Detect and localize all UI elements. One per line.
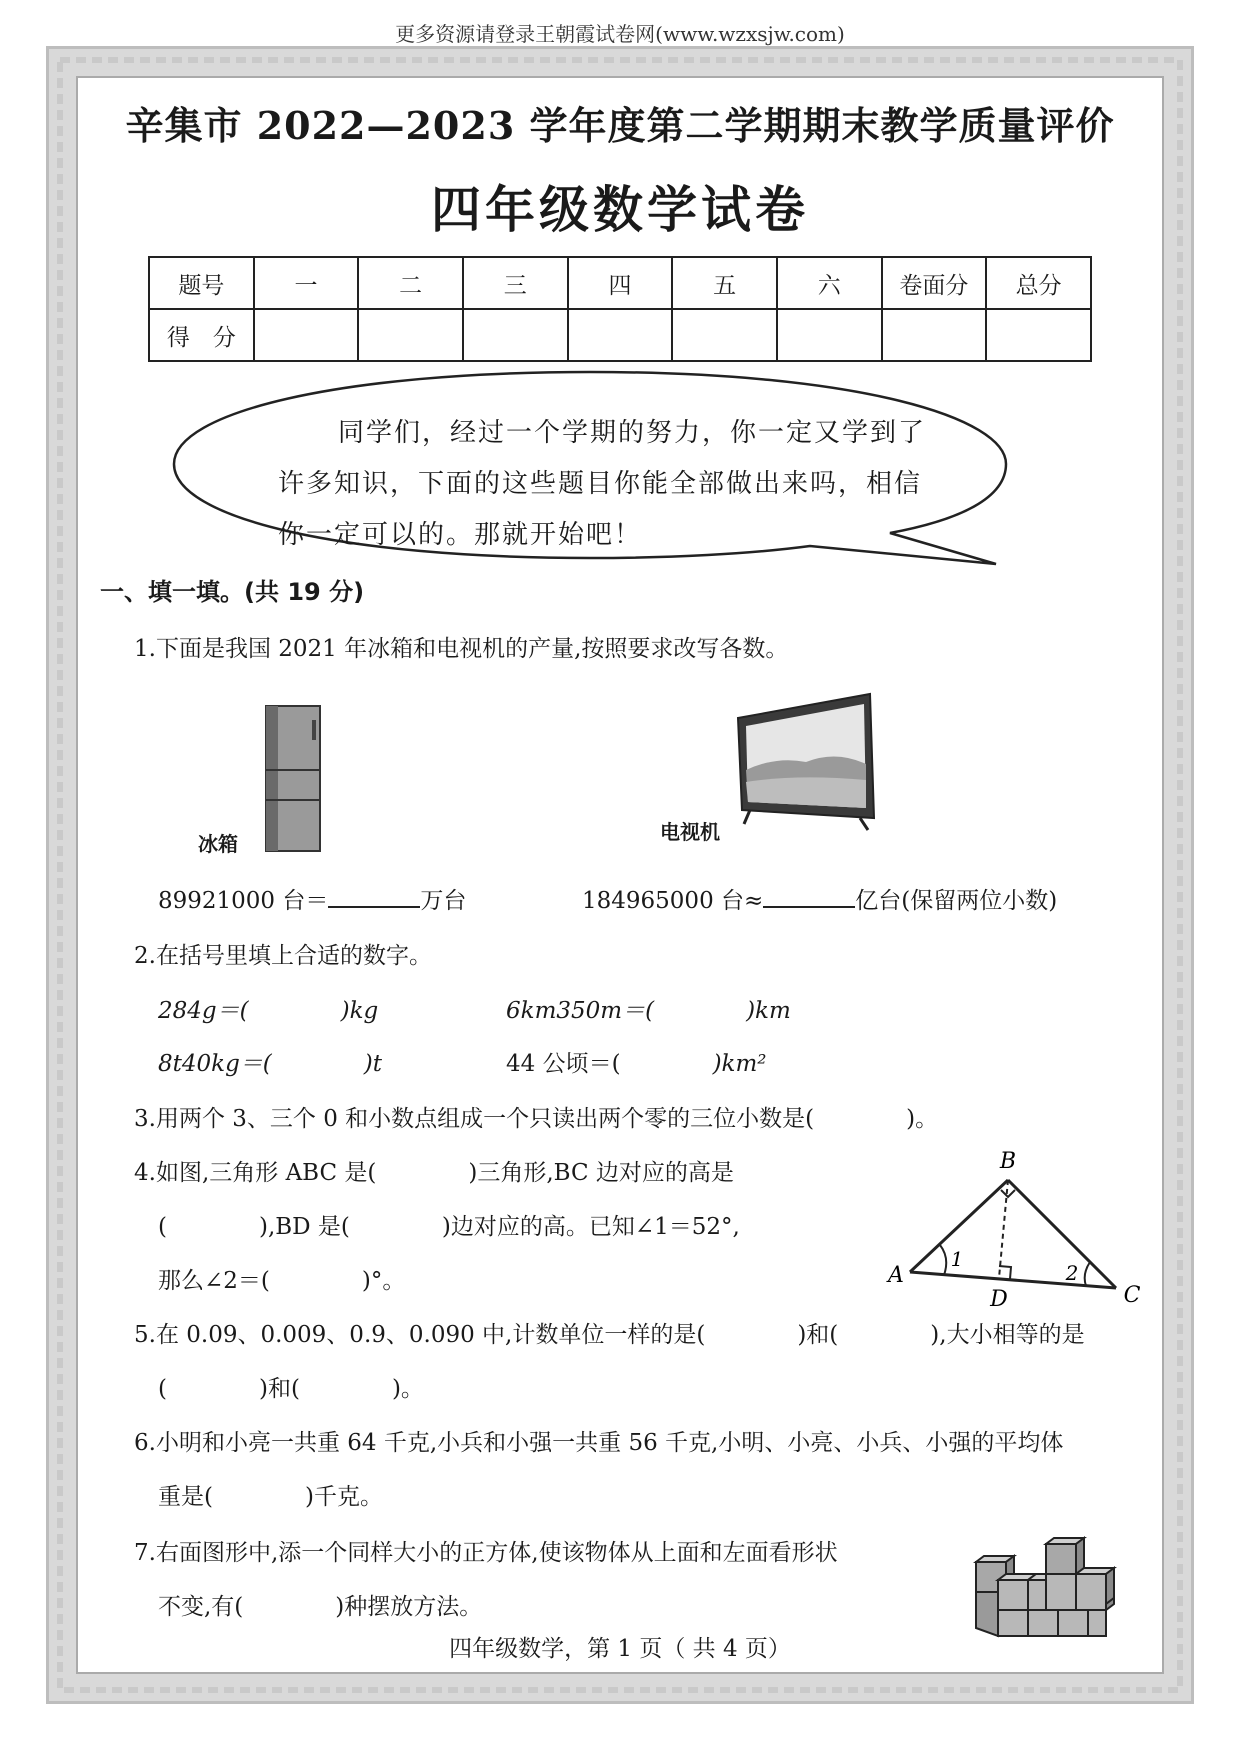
question-2b — [506, 992, 791, 1025]
question-2c — [158, 1045, 382, 1078]
text: )kg — [340, 998, 379, 1024]
score-cell[interactable] — [358, 309, 463, 361]
tv-label: 电视机 — [660, 820, 720, 844]
score-cell[interactable] — [568, 309, 673, 361]
text: )km — [746, 998, 791, 1024]
score-cell[interactable] — [254, 309, 359, 361]
text: )t — [363, 1051, 382, 1077]
text: 284g＝( — [158, 998, 249, 1024]
question-3 — [134, 1100, 938, 1133]
table-header-cell: 一 — [254, 257, 359, 309]
text: )三角形,BC 边对应的高是 — [468, 1160, 734, 1186]
question-2d — [506, 1045, 767, 1078]
score-cell[interactable] — [672, 309, 777, 361]
table-row — [149, 309, 1091, 361]
angle-label-2: 2 — [1065, 1261, 1079, 1285]
score-cell[interactable] — [463, 309, 568, 361]
fridge-label: 冰箱 — [198, 832, 238, 856]
answer-blank[interactable] — [763, 886, 855, 908]
question-4-line3 — [158, 1262, 405, 1295]
text: ),BD 是( — [258, 1214, 350, 1240]
question-5-line1 — [134, 1316, 1085, 1349]
question-1-stem: 1.下面是我国 2021 年冰箱和电视机的产量,按照要求改写各数。 — [134, 636, 789, 662]
text: ),大小相等的是 — [930, 1322, 1085, 1348]
score-cell[interactable] — [882, 309, 987, 361]
point-label-d: D — [990, 1287, 1008, 1312]
table-row — [149, 257, 1091, 309]
question-6-line1: 6.小明和小亮一共重 64 千克,小兵和小强一共重 56 千克,小明、小亮、小兵、小强的平均体 — [134, 1430, 1064, 1456]
question-1a — [158, 882, 466, 915]
text: 3.用两个 3、三个 0 和小数点组成一个只读出两个零的三位小数是( — [134, 1106, 815, 1132]
score-cell[interactable] — [986, 309, 1091, 361]
text: 5.在 0.09、0.009、0.9、0.090 中,计数单位一样的是( — [134, 1322, 706, 1348]
question-7-line1: 7.右面图形中,添一个同样大小的正方体,使该物体从上面和左面看形状 — [134, 1540, 838, 1566]
text: )°。 — [361, 1268, 406, 1294]
exam-subtitle: 四年级数学试卷 — [431, 180, 809, 239]
table-row-label: 得 分 — [149, 309, 254, 361]
table-header-cell: 二 — [358, 257, 463, 309]
text: ( — [158, 1376, 167, 1402]
bubble-line: 许多知识，下面的这些题目你能全部做出来吗，相信 — [278, 469, 923, 499]
table-header-cell: 三 — [463, 257, 568, 309]
table-header-cell: 题号 — [149, 257, 254, 309]
refrigerator-icon — [258, 700, 328, 855]
text: 那么∠2＝( — [158, 1268, 270, 1294]
score-table — [148, 256, 1092, 362]
text: 8t40kg＝( — [158, 1051, 272, 1077]
television-icon — [736, 690, 878, 832]
exam-title: 辛集市 2022—2023 学年度第二学期期末教学质量评价 — [125, 103, 1115, 148]
section-title: 一、填一填。(共 19 分) — [100, 578, 365, 606]
vertex-label-c: C — [1123, 1283, 1141, 1308]
text: 184965000 台≈ — [582, 888, 764, 914]
text: )千克。 — [304, 1484, 383, 1510]
text: )。 — [906, 1106, 939, 1132]
page-footer: 四年级数学，第 1 页（ 共 4 页） — [449, 1636, 791, 1662]
bubble-line: 你一定可以的。那就开始吧！ — [278, 520, 643, 550]
text: 6km350m＝( — [506, 998, 655, 1024]
question-5-line2 — [158, 1370, 424, 1403]
triangle-abc-diagram — [880, 1150, 1150, 1320]
watermark-text: 更多资源请登录王朝霞试卷网(www.wzxsjw.com) — [395, 22, 845, 46]
question-4-line2 — [158, 1208, 740, 1241]
text: 44 公顷＝( — [506, 1051, 621, 1077]
question-2a — [158, 992, 378, 1025]
text: 4.如图,三角形 ABC 是( — [134, 1160, 377, 1186]
table-header-cell: 卷面分 — [882, 257, 987, 309]
answer-blank[interactable] — [328, 886, 420, 908]
table-header-cell: 六 — [777, 257, 882, 309]
text: )和( — [258, 1376, 300, 1402]
table-header-cell: 五 — [672, 257, 777, 309]
bubble-line: 同学们，经过一个学期的努力，你一定又学到了 — [338, 418, 927, 448]
question-6-line2 — [158, 1478, 383, 1511]
vertex-label-a: A — [888, 1263, 904, 1288]
vertex-label-b: B — [999, 1150, 1017, 1174]
text: 89921000 台＝ — [158, 888, 329, 914]
question-2-stem: 2.在括号里填上合适的数字。 — [134, 943, 432, 969]
text: )种摆放方法。 — [335, 1594, 483, 1620]
table-header-cell: 总分 — [986, 257, 1091, 309]
text: )和( — [797, 1322, 839, 1348]
text: 重是( — [158, 1484, 213, 1510]
question-4-line1 — [134, 1154, 734, 1187]
text: 亿台(保留两位小数) — [855, 888, 1058, 914]
text: )km² — [712, 1051, 767, 1077]
question-1b — [582, 882, 1057, 915]
table-header-cell: 四 — [568, 257, 673, 309]
question-7-line2 — [158, 1588, 482, 1621]
text: ( — [158, 1214, 167, 1240]
text: )。 — [391, 1376, 424, 1402]
angle-label-1: 1 — [950, 1247, 964, 1271]
cube-stack-figure — [964, 1536, 1144, 1640]
text: 不变,有( — [158, 1594, 244, 1620]
text: )边对应的高。已知∠1＝52°, — [441, 1214, 740, 1240]
bubble-text — [278, 408, 958, 561]
score-cell[interactable] — [777, 309, 882, 361]
text: 万台 — [420, 888, 467, 914]
